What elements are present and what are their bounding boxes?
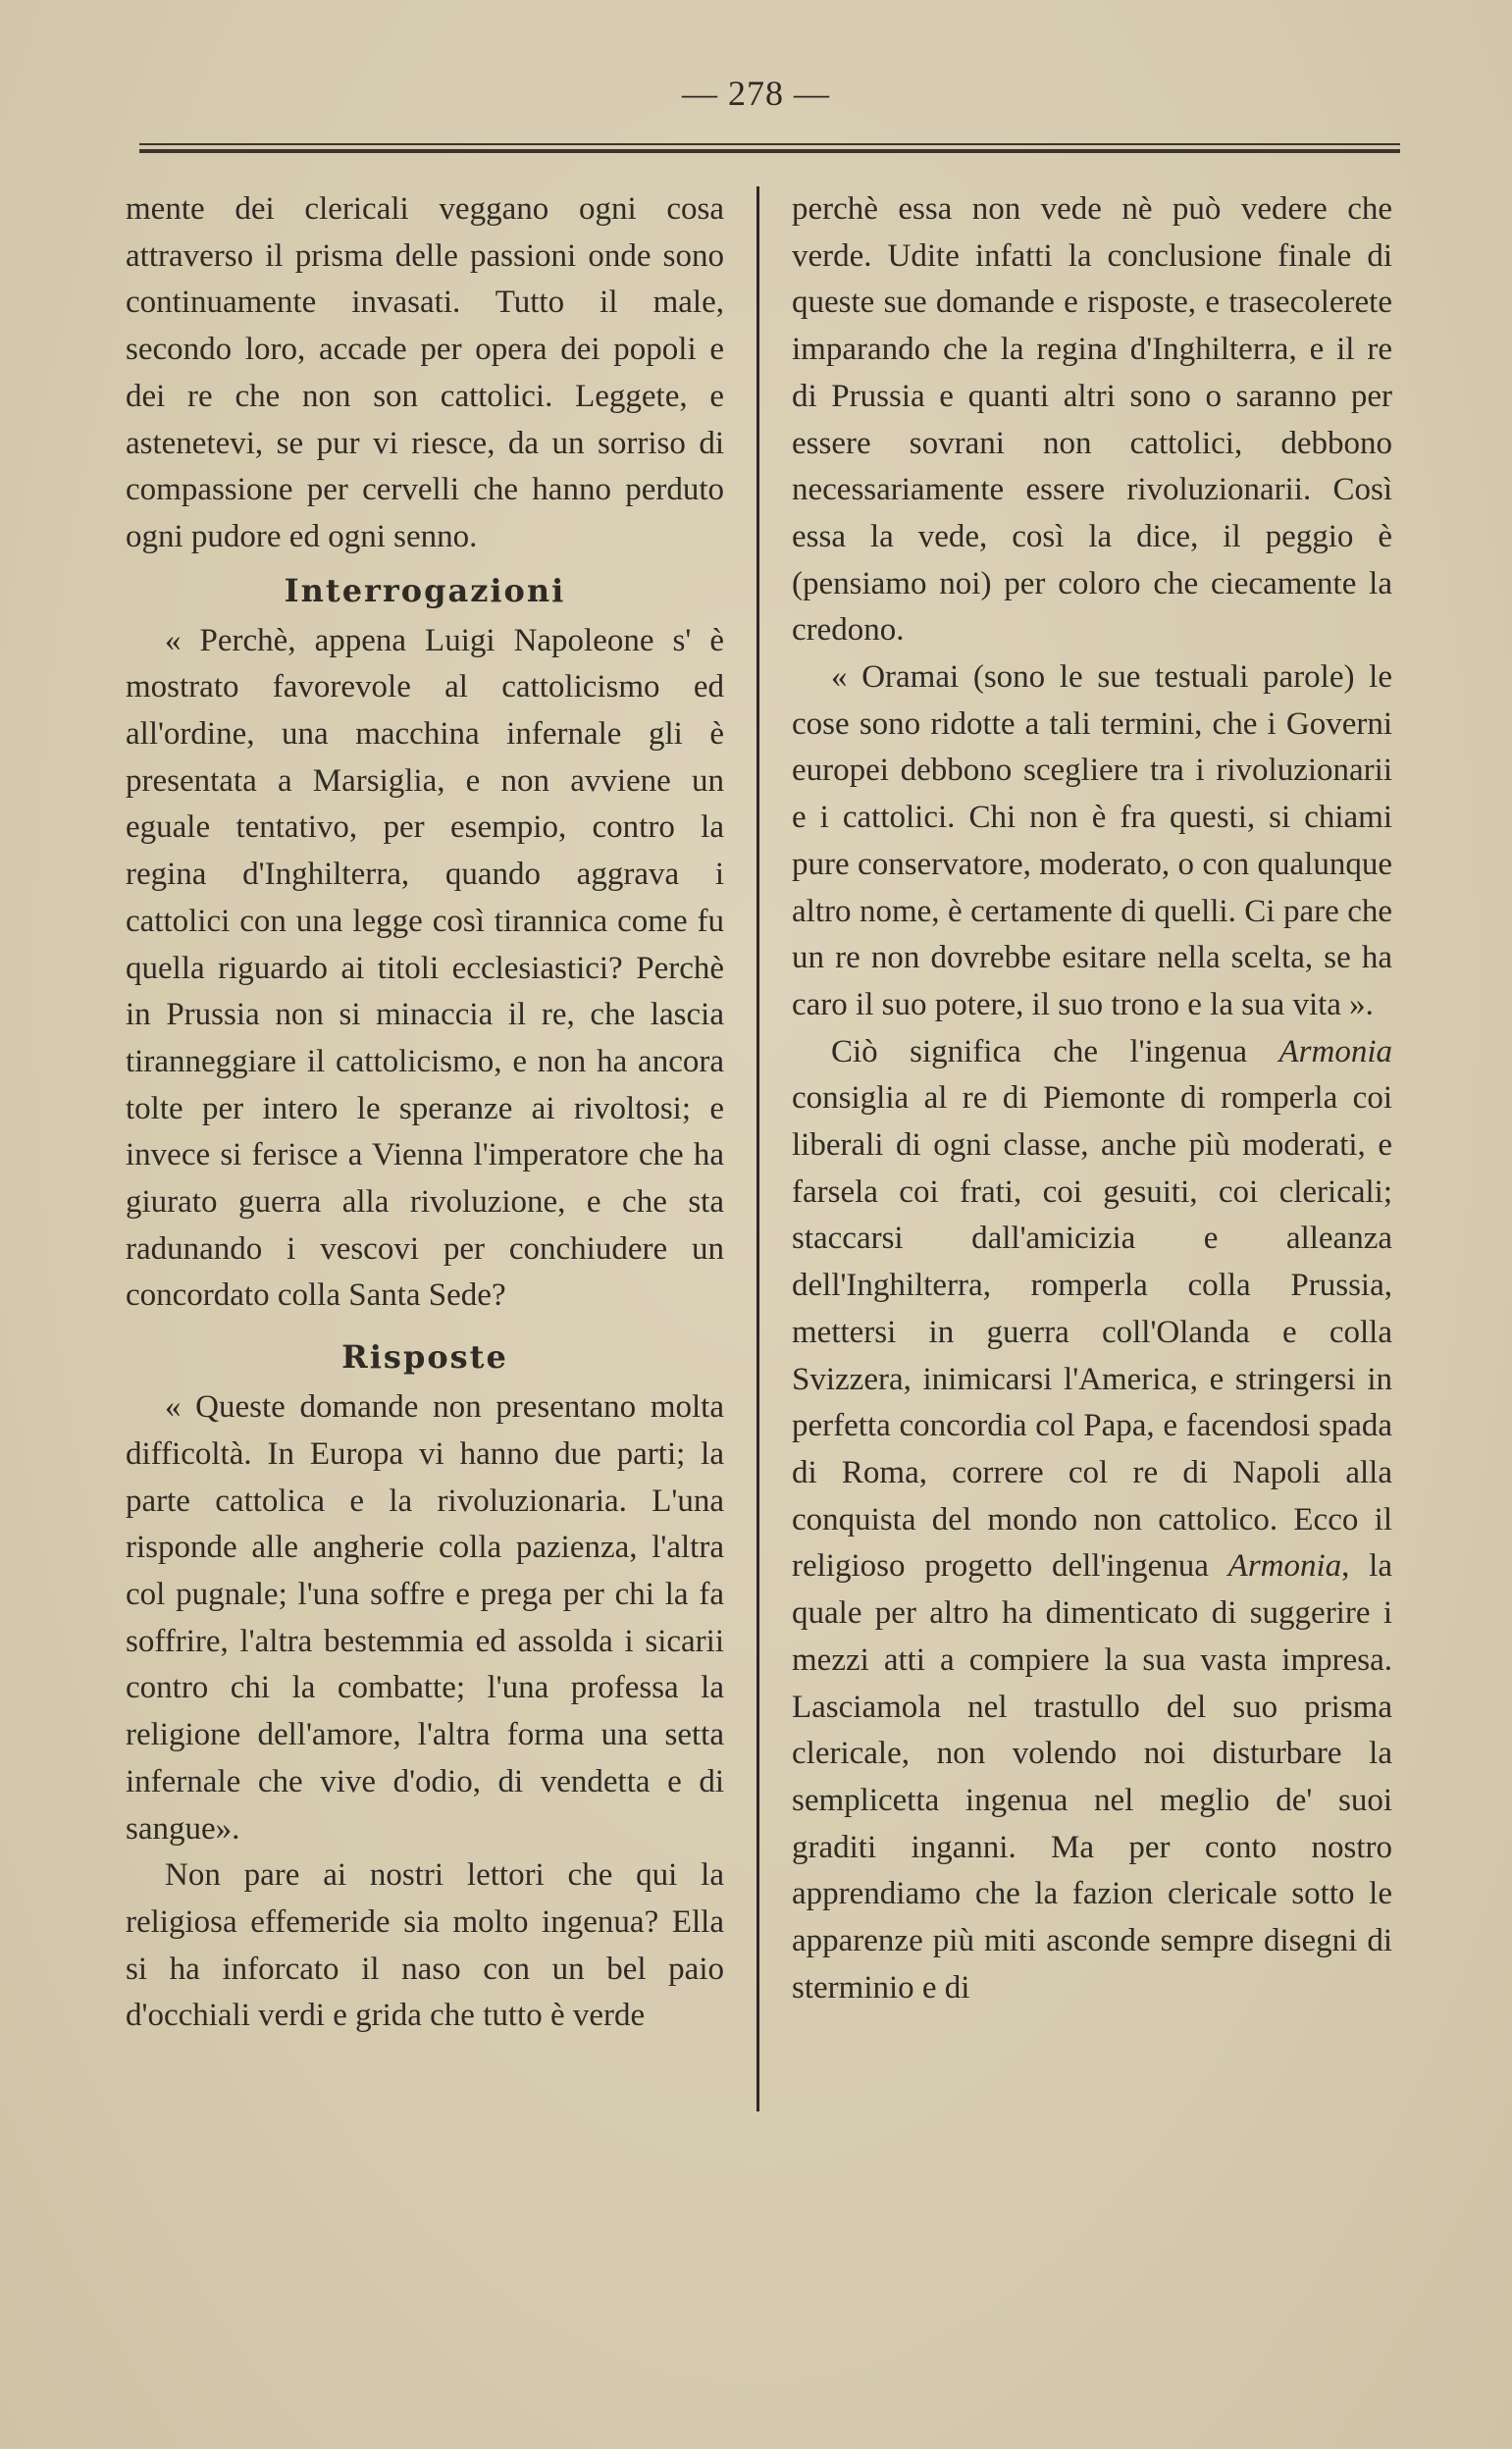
right-paragraph-3-part-b: consiglia al re di Piemonte di romperla coi liberali di ogni classe, anche più moderati, e farsela coi frati, coi gesuiti, coi clericali; staccarsi dall'amicizia e alleanza dell'Inghilterra, romperla colla Prussia, mettersi in guerra coll'Olanda e colla Svizzera, inimicarsi l'America, e stringersi in perfetta concordia col Papa, e facendosi spada di Roma, correre col re di Napoli alla conquista del mondo non cattolico. Ecco il religioso progetto dell'ingenua (792, 1080, 1392, 1585)
right-paragraph-3-part-a: Ciò significa che l'ingenua (831, 1033, 1279, 1069)
armonia-title-2: Armonia (1227, 1548, 1342, 1585)
left-paragraph-3: « Queste domande non presentano molta difficoltà. In Europa vi hanno due parti; la parte cattolica e la rivoluzionaria. L'una risponde alle angherie colla pazienza, l'altra col pugnale; l'una soffre e prega per chi la fa soffrire, l'altra bestemmia ed assolda i sicarii contro chi la combatte; l'una professa la religione dell'amore, l'altra forma una setta infernale che vive d'odio, di vendetta e di sangue». (126, 1389, 724, 1847)
page-number: — 278 — (682, 74, 830, 113)
header-rule (139, 143, 1400, 153)
left-column (126, 186, 724, 2040)
right-column (792, 186, 1392, 2011)
section-heading-risposte: Risposte (341, 1338, 508, 1377)
left-paragraph-4: Non pare ai nostri lettori che qui la religiosa effemeride sia molto ingenua? Ella si ha inforcato il naso con un bel paio d'occhiali verdi e grida che tutto è verde (126, 1857, 724, 2034)
armonia-title-1: Armonia (1278, 1033, 1392, 1069)
column-divider (756, 186, 759, 2111)
right-paragraph-2: « Oramai (sono le sue testuali parole) le cose sono ridotte a tali termini, che i Governi europei debbono scegliere tra i rivoluzionarii e i cattolici. Chi non è fra questi, si chiami pure conservatore, moderato, o con qualunque altro nome, è certamente di quelli. Ci pare che un re non dovrebbe esitare nella scelta, se ha caro il suo potere, il suo trono e la sua vita ». (792, 659, 1392, 1022)
right-paragraph-1: perchè essa non vede nè può vedere che verde. Udite infatti la conclusione finale di queste sue domande e risposte, e trasecolerete imparando che la regina d'Inghilterra, e il re di Prussia e quanti altri sono o saranno per essere sovrani non cattolici, debbono necessariamente essere rivoluzionarii. Così essa la vede, così la dice, il peggio è (pensiamo noi) per coloro che ciecamente la credono. (792, 191, 1392, 649)
section-heading-interrogazioni: Interrogazioni (284, 571, 566, 609)
right-paragraph-3-part-c: , la quale per altro ha dimenticato di suggerire i mezzi atti a compiere la sua vasta impresa. Lasciamola nel trastullo del suo prisma clericale, non volendo noi disturbare la semplicetta ingenua nel meglio de' suoi graditi inganni. Ma per conto nostro apprendiamo che la fazion clericale sotto le apparenze più miti asconde sempre disegni di sterminio e di (792, 1548, 1392, 2006)
left-paragraph-2: « Perchè, appena Luigi Napoleone s' è mostrato favorevole al cattolicismo ed all'ordine, una macchina infernale gli è presentata a Marsiglia, e non avviene un eguale tentativo, per esempio, contro la regina d'Inghilterra, quando aggrava i cattolici con una legge così tirannica come fu quella riguardo ai titoli ecclesiastici? Perchè in Prussia non si minaccia il re, che lascia tiranneggiare il cattolicismo, e non ha ancora tolte per intero le speranze ai rivoltosi; e invece si ferisce a Vienna l'imperatore che ha giurato guerra alla rivoluzione, e che sta radunando i vescovi per conchiudere un concordato colla Santa Sede? (126, 622, 724, 1314)
left-paragraph-1: mente dei clericali veggano ogni cosa attraverso il prisma delle passioni onde sono continuamente invasati. Tutto il male, secondo loro, accade per opera dei popoli e dei re che non son cattolici. Leggete, e astenetevi, se pur vi riesce, da un sorriso di compassione per cervelli che hanno perduto ogni pudore ed ogni senno. (126, 191, 724, 554)
right-paragraph-3 (792, 1029, 1392, 2012)
